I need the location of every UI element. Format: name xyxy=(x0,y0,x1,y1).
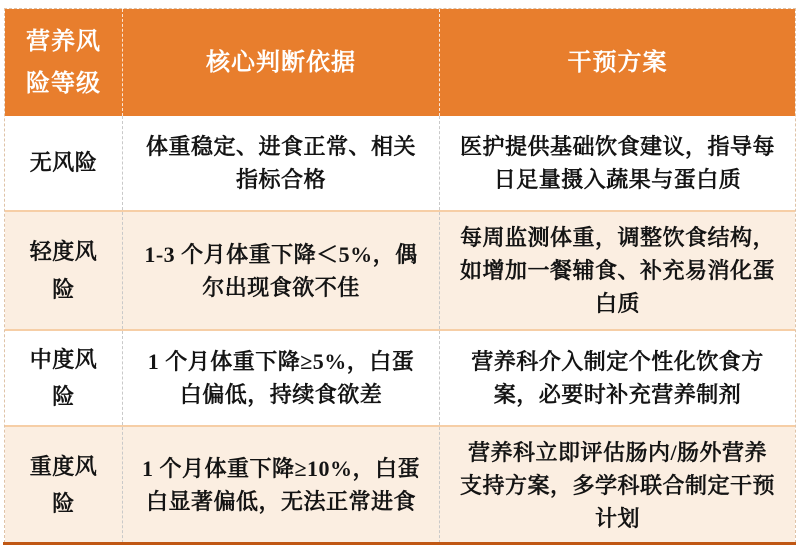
criteria-cell: 1-3 个月体重下降＜5%，偶尔出现食欲不佳 xyxy=(123,212,440,329)
table-row-no-risk xyxy=(5,116,795,210)
risk-level-cell: 轻度风险 xyxy=(5,212,123,329)
criteria-cell: 1 个月体重下降≥10%，白蛋白显著偏低，无法正常进食 xyxy=(123,427,440,543)
table-row-moderate-risk xyxy=(5,329,795,425)
table-row-severe-risk xyxy=(5,425,795,543)
risk-level-cell: 无风险 xyxy=(5,116,123,210)
criteria-cell: 体重稳定、进食正常、相关指标合格 xyxy=(123,116,440,210)
column-header-criteria: 核心判断依据 xyxy=(123,9,440,116)
table-row-mild-risk xyxy=(5,210,795,329)
intervention-cell: 营养科介入制定个性化饮食方案，必要时补充营养制剂 xyxy=(471,349,764,407)
nutrition-risk-table xyxy=(4,8,796,543)
column-header-risk-level: 营养风险等级 xyxy=(5,9,123,116)
criteria-cell: 1 个月体重下降≥5%，白蛋白偏低，持续食欲差 xyxy=(123,331,440,425)
risk-level-cell: 中度风险 xyxy=(5,331,123,425)
intervention-cell: 每周监测体重，调整饮食结构，如增加一餐辅食、补充易消化蛋白质 xyxy=(459,225,775,316)
table-header-row xyxy=(5,9,795,116)
intervention-cell: 营养科立即评估肠内/肠外营养支持方案，多学科联合制定干预计划 xyxy=(459,439,775,531)
intervention-cell: 医护提供基础饮食建议，指导每日足量摄入蔬果与蛋白质 xyxy=(459,134,775,192)
risk-level-cell: 重度风险 xyxy=(5,427,123,543)
table-bottom-border xyxy=(3,542,796,545)
column-header-intervention: 干预方案 xyxy=(567,48,668,76)
